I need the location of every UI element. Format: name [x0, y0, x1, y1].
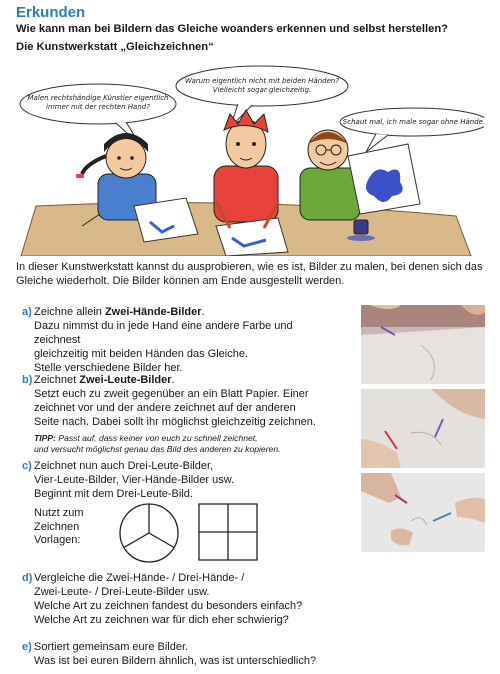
speech-bubble-left-text: Malen rechtshändige Künstler eigentlich immer mit der rechten Hand? — [27, 94, 169, 111]
task-e: e) Sortiert gemeinsam eure Bilder. Was ist bei euren Bildern ähnlich, was ist unterschiedlich? — [22, 641, 317, 667]
task-d: d) Vergleiche die Zwei-Hände- / Drei-Hände- / Zwei-Leute- / Drei-Leute-Bilder usw. Welche Art zu zeichnen fandest du besonders einfach? Welche Art zu zeichnen war für dich eher schwierig? — [22, 572, 303, 626]
workshop-title: Die Kunstwerkstatt „Gleichzeichnen“ — [16, 41, 214, 53]
task-letter: c) — [22, 460, 32, 472]
circle-thirds-template — [118, 502, 180, 564]
guiding-question: Wie kann man bei Bildern das Gleiche woanders erkennen und selbst herstellen? — [16, 23, 448, 35]
task-letter: e) — [22, 641, 32, 653]
task-a: a) Zeichne allein Zwei-Hände-Bilder. Dazu nimmst du in jede Hand eine andere Farbe und zeichnest gleichzeitig mit beiden Händen das Gleiche. Stelle verschiedene Bilder her. — [22, 306, 293, 374]
photo-two-hands-drawing — [361, 305, 485, 384]
task-letter: a) — [22, 306, 32, 318]
task-b-title: Zwei-Leute-Bilder — [79, 374, 172, 386]
task-letter: b) — [22, 374, 33, 386]
task-b: b) Zeichnet Zwei-Leute-Bilder. Setzt euch zu zweit gegenüber an ein Blatt Papier. Einer zeichnet vor und der andere zeichnet auf der anderen Seite nach. Dabei sollt ihr möglichst gleichzeitig zeichnen. TIPP: Passt auf, dass keiner von euch zu schnell zeichnet, und versucht möglichst genau das Bild des anderen zu kopieren. — [22, 373, 342, 454]
task-a-title: Zwei-Hände-Bilder — [104, 306, 202, 318]
ink-bottle — [354, 220, 368, 234]
speech-bubble-right-text: Schaut mal, ich male sogar ohne Hände. — [342, 118, 486, 126]
boy-glasses-character — [300, 130, 360, 220]
section-title: Erkunden — [16, 4, 86, 21]
speech-bubble-middle-text: Warum eigentlich nicht mit beiden Händen? Vielleicht sogar gleichzeitig. — [184, 77, 340, 94]
templates-label: Nutzt zum Zeichnen Vorlagen: — [34, 507, 84, 546]
boy-red-hair-character — [214, 110, 278, 222]
intro-text: In dieser Kunstwerkstatt kannst du ausprobieren, wie es ist, Bilder zu malen, bei denen sich das Gleiche wiederholt. Die Bilder können am Ende ausgestellt werden. — [16, 261, 483, 287]
tip-note: TIPP: Passt auf, dass keiner von euch zu schnell zeichnet, und versucht möglichst genau das Bild des anderen zu kopieren. — [34, 433, 281, 454]
task-letter: d) — [22, 572, 33, 584]
photo-group-drawing — [361, 473, 485, 552]
task-c: c) Zeichnet nun auch Drei-Leute-Bilder, Vier-Leute-Bilder, Vier-Hände-Bilder usw. Beginnt mit dem Drei-Leute-Bild. — [22, 460, 235, 500]
square-quarters-template — [198, 503, 258, 561]
photo-two-people-drawing — [361, 389, 485, 468]
